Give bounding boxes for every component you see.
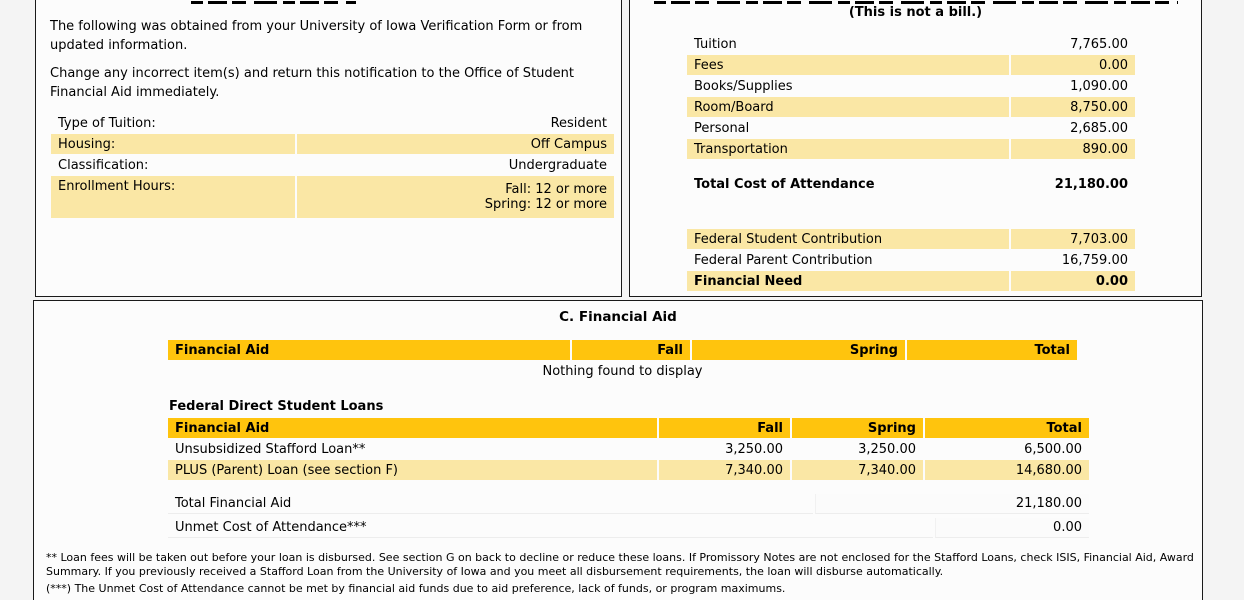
cost-of-attendance-panel xyxy=(629,0,1202,297)
summary-label: Unmet Cost of Attendance*** xyxy=(168,518,933,538)
loan-label: PLUS (Parent) Loan (see section F) xyxy=(168,460,657,480)
footnote-loans: ** Loan fees will be taken out before your loan is disbursed. See section G on back to decline or reduce these loans. If Promissory Notes are not enclosed for the Stafford Loans, check ISIS, Financial Aid, Award Summary. If you previously received a Stafford Loan from the University of Iowa and you meet all disbursement requirements, the loan will disburse automatically. xyxy=(46,551,1194,578)
loan-spring: 7,340.00 xyxy=(792,460,923,480)
row-value: 2,685.00 xyxy=(1070,120,1128,136)
table-row xyxy=(687,118,1135,138)
row-value: 7,703.00 xyxy=(1011,229,1135,249)
row-label: Fees xyxy=(687,55,1009,75)
column-header: Spring xyxy=(692,340,905,360)
loan-spring: 3,250.00 xyxy=(858,441,916,457)
column-header: Financial Aid xyxy=(168,418,657,438)
column-header: Total xyxy=(925,418,1089,438)
header-row xyxy=(168,340,1077,360)
table-row xyxy=(687,139,1135,159)
total-value: 21,180.00 xyxy=(1054,176,1128,192)
total-financial-aid-row xyxy=(166,493,1091,515)
not-a-bill-subtitle: (This is not a bill.) xyxy=(848,5,983,20)
table-row xyxy=(51,155,614,175)
table-row xyxy=(51,134,614,154)
table-row xyxy=(168,518,1089,538)
summary-value: 0.00 xyxy=(935,518,1089,538)
verification-table xyxy=(49,112,616,219)
empty-message-row xyxy=(168,361,1077,381)
financial-aid-empty-table xyxy=(166,339,1079,382)
table-row xyxy=(687,229,1135,249)
financial-need-row xyxy=(687,271,1135,291)
clipped-heading-remnant xyxy=(191,1,356,4)
row-label: Room/Board xyxy=(687,97,1009,117)
column-header: Spring xyxy=(792,418,923,438)
table-row xyxy=(687,97,1135,117)
verification-intro-1: The following was obtained from your University of Iowa Verification Form or from updated information. xyxy=(50,19,583,53)
verification-intro-2: Change any incorrect item(s) and return this notification to the Office of Student Financial Aid immediately. xyxy=(50,66,574,100)
need-value: 0.00 xyxy=(1011,271,1135,291)
column-header: Financial Aid xyxy=(168,340,570,360)
row-label: Classification: xyxy=(58,157,149,173)
row-label: Enrollment Hours: xyxy=(51,176,295,218)
header-row xyxy=(168,418,1089,438)
verification-panel xyxy=(35,0,622,297)
row-label: Federal Parent Contribution xyxy=(694,252,873,268)
row-value: 890.00 xyxy=(1011,139,1135,159)
summary-label: Total Financial Aid xyxy=(168,494,813,514)
unmet-cost-row xyxy=(166,517,1091,539)
column-header: Fall xyxy=(572,340,690,360)
clipped-heading-remnant xyxy=(654,1,1178,4)
total-cost-row xyxy=(687,174,1135,194)
table-row xyxy=(687,76,1135,96)
row-value: 0.00 xyxy=(1011,55,1135,75)
row-value: Off Campus xyxy=(297,134,614,154)
spacer-row xyxy=(687,160,1135,173)
table-row xyxy=(168,494,1089,514)
table-row xyxy=(687,250,1135,270)
table-row xyxy=(51,113,614,133)
loans-table xyxy=(166,417,1091,481)
empty-message: Nothing found to display xyxy=(542,363,703,379)
row-value: 8,750.00 xyxy=(1011,97,1135,117)
loan-row xyxy=(168,460,1089,480)
cost-table xyxy=(685,33,1137,195)
column-header: Fall xyxy=(659,418,790,438)
enrollment-fall: Fall: 12 or more xyxy=(505,182,607,197)
contribution-table xyxy=(685,228,1137,292)
financial-aid-panel xyxy=(33,300,1203,600)
section-title: C. Financial Aid xyxy=(559,309,677,325)
row-value: 7,765.00 xyxy=(1070,36,1128,52)
row-label: Type of Tuition: xyxy=(58,115,156,131)
summary-value: 21,180.00 xyxy=(815,494,1089,514)
loan-row xyxy=(168,439,1089,459)
loan-total: 14,680.00 xyxy=(925,460,1089,480)
row-label: Housing: xyxy=(51,134,295,154)
table-row xyxy=(687,55,1135,75)
table-row xyxy=(687,34,1135,54)
row-label: Tuition xyxy=(694,36,737,52)
row-value xyxy=(297,176,614,218)
loan-fall: 7,340.00 xyxy=(659,460,790,480)
row-value: Undergraduate xyxy=(508,157,607,173)
footnote-unmet: (***) The Unmet Cost of Attendance cannot be met by financial aid funds due to aid preference, lack of funds, or program maximums. xyxy=(46,582,786,595)
row-label: Transportation xyxy=(687,139,1009,159)
column-header: Total xyxy=(907,340,1077,360)
loan-total: 6,500.00 xyxy=(1024,441,1082,457)
row-label: Personal xyxy=(694,120,750,136)
enrollment-spring: Spring: 12 or more xyxy=(484,197,607,212)
row-label: Books/Supplies xyxy=(694,78,793,94)
row-value: 1,090.00 xyxy=(1070,78,1128,94)
row-label: Federal Student Contribution xyxy=(687,229,1009,249)
loan-fall: 3,250.00 xyxy=(725,441,783,457)
loan-label: Unsubsidized Stafford Loan** xyxy=(175,441,366,457)
loans-heading: Federal Direct Student Loans xyxy=(169,399,384,414)
need-label: Financial Need xyxy=(687,271,1009,291)
row-value: 16,759.00 xyxy=(1061,252,1128,268)
total-label: Total Cost of Attendance xyxy=(694,176,875,192)
table-row xyxy=(51,176,614,218)
row-value: Resident xyxy=(550,115,607,131)
